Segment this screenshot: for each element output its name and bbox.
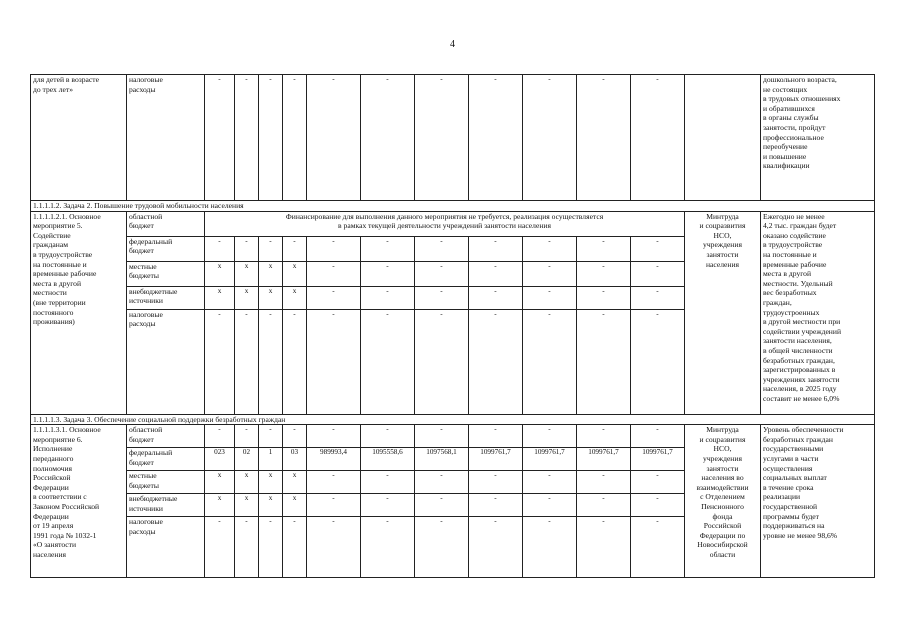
value-cell: - [307, 471, 361, 494]
value-cell: 989993,4 [307, 448, 361, 471]
program-table [30, 74, 875, 578]
value-cell: - [577, 425, 631, 448]
funding-source-cell: областной бюджет [127, 211, 205, 236]
value-cell: - [631, 261, 685, 286]
value-cell: х [259, 286, 283, 309]
value-cell: - [577, 517, 631, 578]
value-cell: - [361, 494, 415, 517]
value-cell: - [283, 517, 307, 578]
value-cell: - [283, 236, 307, 261]
value-cell: - [523, 75, 577, 201]
value-cell: - [523, 261, 577, 286]
value-cell: - [523, 236, 577, 261]
value-cell: - [415, 75, 469, 201]
measure-cell: 1.1.1.1.3.1. Основное мероприятие 6. Исполнение переданного полномочия Российской Федерации в соответствии с Законом Российской Федерации от 19 апреля 1991 года № 1032-1 «О занятости населения [31, 425, 127, 578]
value-cell: - [307, 517, 361, 578]
result-cell: дошкольного возраста, не состоящих в трудовых отношениях и обратившихся в органы службы занятости, пройдут профессиональное переобучение и повышение квалификации [761, 75, 875, 201]
result-cell: Уровень обеспеченности безработных граждан государственными услугами в части осуществления социальных выплат в течение срока реализации государственной программы будет поддерживаться на уровне не менее 98,6% [761, 425, 875, 578]
value-cell: - [469, 425, 523, 448]
measure-cell: для детей в возрасте до трех лет» [31, 75, 127, 201]
value-cell: - [415, 261, 469, 286]
value-cell: х [235, 471, 259, 494]
value-cell: - [577, 236, 631, 261]
funding-source-cell: налоговые расходы [127, 75, 205, 201]
value-cell: - [523, 309, 577, 414]
table-row [31, 211, 875, 236]
value-cell: - [631, 286, 685, 309]
value-cell: - [631, 309, 685, 414]
value-cell: - [259, 309, 283, 414]
funding-source-cell: налоговые расходы [127, 309, 205, 414]
value-cell: 1 [259, 448, 283, 471]
value-cell: - [235, 425, 259, 448]
value-cell: - [235, 236, 259, 261]
value-cell: - [523, 517, 577, 578]
value-cell: - [307, 75, 361, 201]
value-cell: х [205, 286, 235, 309]
value-cell: х [259, 471, 283, 494]
value-cell: 03 [283, 448, 307, 471]
funding-source-cell: федеральный бюджет [127, 236, 205, 261]
value-cell: - [307, 286, 361, 309]
value-cell: - [259, 75, 283, 201]
value-cell: - [415, 494, 469, 517]
page-number: 4 [450, 39, 455, 50]
value-cell: - [235, 309, 259, 414]
value-cell: х [235, 261, 259, 286]
value-cell: - [361, 286, 415, 309]
value-cell: 1099761,7 [577, 448, 631, 471]
value-cell: - [415, 286, 469, 309]
funding-source-cell: областной бюджет [127, 425, 205, 448]
value-cell: - [205, 425, 235, 448]
value-cell: - [361, 425, 415, 448]
value-cell: - [415, 236, 469, 261]
value-cell: - [283, 75, 307, 201]
value-cell: - [631, 236, 685, 261]
value-cell: - [307, 309, 361, 414]
value-cell: х [235, 286, 259, 309]
value-cell: - [631, 517, 685, 578]
value-cell: х [283, 286, 307, 309]
value-cell: - [415, 309, 469, 414]
value-cell: - [235, 517, 259, 578]
value-cell: - [577, 494, 631, 517]
value-cell: - [577, 261, 631, 286]
value-cell: - [361, 309, 415, 414]
value-cell: - [235, 75, 259, 201]
value-cell: - [469, 75, 523, 201]
value-cell: - [469, 286, 523, 309]
value-cell: 1099761,7 [469, 448, 523, 471]
value-cell: - [205, 75, 235, 201]
funding-source-cell: федеральный бюджет [127, 448, 205, 471]
executor-cell [685, 75, 761, 201]
value-cell: - [415, 425, 469, 448]
value-cell: - [523, 286, 577, 309]
value-cell: - [361, 261, 415, 286]
value-cell: - [631, 494, 685, 517]
value-cell: - [307, 494, 361, 517]
value-cell: - [577, 309, 631, 414]
value-cell: - [259, 517, 283, 578]
value-cell: - [361, 236, 415, 261]
value-cell: - [361, 75, 415, 201]
value-cell: - [307, 425, 361, 448]
value-cell: - [523, 425, 577, 448]
value-cell: - [205, 517, 235, 578]
value-cell: - [361, 517, 415, 578]
value-cell: - [307, 261, 361, 286]
value-cell: - [469, 494, 523, 517]
value-cell: - [283, 425, 307, 448]
value-cell: - [307, 236, 361, 261]
value-cell: 02 [235, 448, 259, 471]
value-cell: - [415, 517, 469, 578]
value-cell: - [577, 471, 631, 494]
funding-source-cell: налоговые расходы [127, 517, 205, 578]
section-title: 1.1.1.1.3. Задача 3. Обеспечение социальной поддержки безработных граждан [31, 414, 875, 425]
value-cell: х [283, 261, 307, 286]
value-cell: 1097568,1 [415, 448, 469, 471]
value-cell: - [205, 236, 235, 261]
financing-note-cell: Финансирование для выполнения данного мероприятия не требуется, реализация осуществляется в рамках текущей деятельности учреждений занятости населения [205, 211, 685, 236]
value-cell: - [469, 261, 523, 286]
result-cell: Ежегодно не менее 4,2 тыс. граждан будет оказано содействие в трудоустройстве на постоянные и временные рабочие места в другой местности. Удельный вес безработных граждан, трудоустроенных в другой местности при содействии учреждений занятости населения, в общей численности безработных граждан, зарегистрированных в учреждениях занятости населения, в 2025 году составит не менее 6,0% [761, 211, 875, 414]
value-cell: 1099761,7 [631, 448, 685, 471]
value-cell: - [415, 471, 469, 494]
value-cell: х [205, 494, 235, 517]
value-cell: - [469, 309, 523, 414]
value-cell: - [259, 425, 283, 448]
value-cell: - [469, 236, 523, 261]
value-cell: - [523, 494, 577, 517]
value-cell: х [259, 261, 283, 286]
value-cell: х [205, 261, 235, 286]
measure-cell: 1.1.1.1.2.1. Основное мероприятие 5. Содействие гражданам в трудоустройстве на постоянные и временные рабочие места в другой местности (вне территории постоянного проживания) [31, 211, 127, 414]
executor-cell: Минтруда и соцразвития НСО, учреждения занятости населения [685, 211, 761, 414]
value-cell: х [259, 494, 283, 517]
section-header-row [31, 201, 875, 212]
funding-source-cell: местные бюджеты [127, 471, 205, 494]
table-row [31, 75, 875, 201]
value-cell: х [235, 494, 259, 517]
value-cell: - [631, 75, 685, 201]
funding-source-cell: местные бюджеты [127, 261, 205, 286]
funding-source-cell: внебюджетные источники [127, 494, 205, 517]
value-cell: - [577, 75, 631, 201]
value-cell: - [259, 236, 283, 261]
section-header-row [31, 414, 875, 425]
funding-source-cell: внебюджетные источники [127, 286, 205, 309]
table-row [31, 425, 875, 448]
value-cell: - [361, 471, 415, 494]
value-cell: - [469, 471, 523, 494]
value-cell: - [205, 309, 235, 414]
value-cell: х [283, 471, 307, 494]
section-title: 1.1.1.1.2. Задача 2. Повышение трудовой мобильности населения [31, 201, 875, 212]
value-cell: х [205, 471, 235, 494]
value-cell: - [283, 309, 307, 414]
value-cell: 023 [205, 448, 235, 471]
value-cell: - [577, 286, 631, 309]
value-cell: 1095558,6 [361, 448, 415, 471]
value-cell: - [631, 471, 685, 494]
value-cell: х [283, 494, 307, 517]
value-cell: - [469, 517, 523, 578]
executor-cell: Минтруда и соцразвития НСО, учреждения занятости населения во взаимодействии с Отделением Пенсионного фонда Российской Федерации по Новосибирской области [685, 425, 761, 578]
value-cell: - [523, 471, 577, 494]
value-cell: - [631, 425, 685, 448]
value-cell: 1099761,7 [523, 448, 577, 471]
